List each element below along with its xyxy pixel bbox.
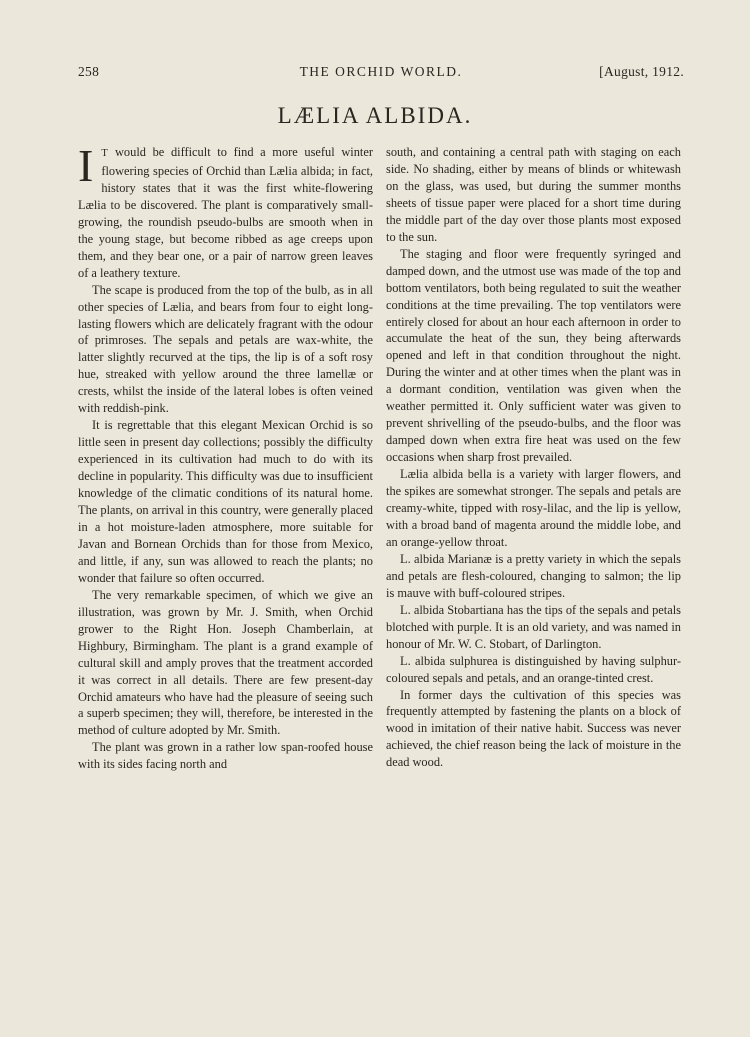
- left-column: [78, 140, 373, 773]
- paragraph-7: Lælia albida bella is a variety with larger flowers, and the spikes are somewhat stronger. The sepals and petals are creamy-white, tipped with rosy-lilac, and the lip is yellow, with a broad band of magenta around the middle lobe, and an orange-yellow throat.: [386, 467, 681, 549]
- paragraph-4: The very remarkable specimen, of which we give an illustration, was grown by Mr. J. Smith, when Orchid grower to the Right Hon. Joseph Chamberlain, at Highbury, Birmingham. The plant is a grand example of cultural skill and amply proves that the treatment accorded it was correct in all details. There are few present-day Orchid amateurs who have had the pleasure of seeing such a superb specimen; they will, therefore, be interested in the method of culture adopted by Mr. Smith.: [78, 587, 373, 738]
- right-column: [386, 144, 681, 771]
- paragraph-6: The staging and floor were frequently syringed and damped down, and the utmost use was made of the top and bottom ventilators, both being regulated to suit the weather conditions at the time prevailing. The top ventilators were entirely closed for about an hour each afternoon in order to accumulate the heat of the sun, they being afterwards opened and left in that condition throughout the night. During the winter and at other times when the plant was in a dormant condition, ventilation was given when the weather permitted it. Only sufficient water was given to prevent shrivelling of the pseudo-bulbs, and the floor was damped down when extra fire heat was used on the few occasions when sharp frost prevailed.: [386, 246, 681, 465]
- running-head: [78, 64, 684, 84]
- paragraph-2: The scape is produced from the top of the bulb, as in all other species of Lælia, and bears from four to eight long-lasting flowers which are delicately fragrant with the odour of primroses. The sepals and petals are wax-white, the latter slightly recurved at the tips, the lip is of a soft rosy hue, streaked with yellow around the three lamellæ or crests, whilst the inside of the lateral lobes is often veined with reddish-pink.: [78, 282, 373, 416]
- paragraph-9: L. albida Stobartiana has the tips of the sepals and petals blotched with purple. It is an old variety, and was named in honour of Mr. W. C. Stobart, of Darlington.: [386, 602, 681, 651]
- paragraph-10: L. albida sulphurea is distinguished by having sulphur-coloured sepals and petals, and an orange-tinted crest.: [386, 653, 681, 685]
- issue-date: [August, 1912.: [599, 64, 684, 79]
- journal-title: THE ORCHID WORLD.: [299, 64, 463, 79]
- paragraph-3: It is regrettable that this elegant Mexican Orchid is so little seen in present day collections; possibly the difficulty experienced in its cultivation had much to do with its decline in popularity. This difficulty was due to insufficient knowledge of the climatic conditions of its natural home. The plants, on arrival in this country, were generally placed in a hot moisture-laden atmosphere, more suitable for Javan and Bornean Orchids than for those from Mexico, and little, if any, sun was allowed to reach the plants; no wonder that failure so often occurred.: [78, 418, 373, 585]
- paragraph-8: L. albida Marianæ is a pretty variety in which the sepals and petals are flesh-coloured, changing to salmon; the lip is mauve with buff-coloured stripes.: [386, 551, 681, 600]
- paragraph-1: [78, 140, 373, 282]
- paragraph-11: In former days the cultivation of this species was frequently attempted by fastening the plants on a block of wood in imitation of their native habit. Success was never achieved, the chief reason being the lack of moisture in the dead wood.: [386, 687, 681, 770]
- lead-in: T: [101, 148, 109, 159]
- page-number: 258: [78, 64, 100, 79]
- paragraph-1-text: would be difficult to find a more useful winter flowering species of Orchid than Lælia albida; in fact, history states that it was the first white-flowering Lælia to be discovered. The plant is comparatively small-growing, the roundish pseudo-bulbs are smooth when in the young stage, but become ribbed as age creeps upon them, and they bear one, or a pair of narrow green leaves of a leathery texture.: [78, 145, 373, 280]
- drop-cap: I: [78, 140, 94, 191]
- article-title: LÆLIA ALBIDA.: [277, 103, 473, 128]
- paragraph-5: The plant was grown in a rather low span-roofed house with its sides facing north and: [78, 740, 373, 772]
- paragraph-5-continued: south, and containing a central path with staging on each side. No shading, either by means of blinds or whitewash on the glass, was used, but during the summer months sheets of tissue paper were placed for a short time during the middle part of the day over those plants most exposed to the sun.: [386, 145, 681, 244]
